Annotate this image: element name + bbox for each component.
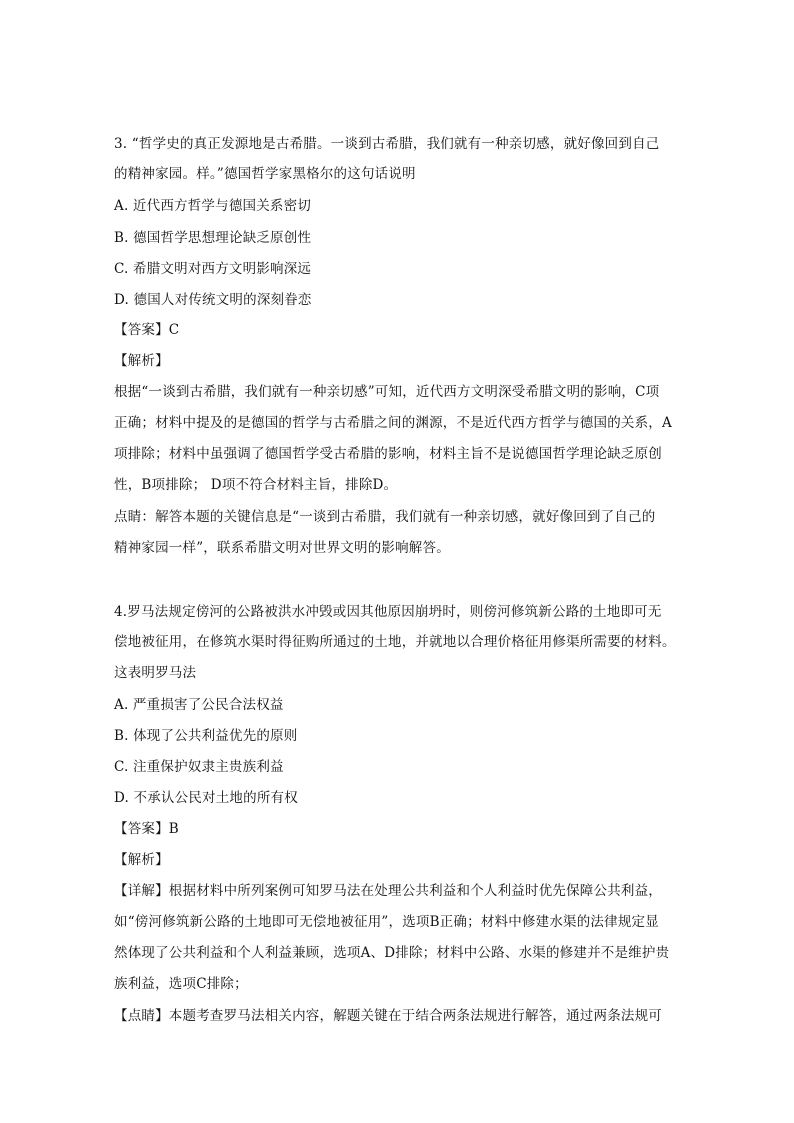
q4-stem-line-1: 4.罗马法规定傍河的公路被洪水冲毁或因其他原因崩坍时，则傍河修筑新公路的土地即可无	[114, 604, 662, 620]
q4-detail-line-1: 【详解】根据材料中所列案例可知罗马法在处理公共利益和个人利益时优先保障公共利益，	[114, 883, 662, 899]
q3-option-b: B. 德国哲学思想理论缺乏原创性	[114, 230, 312, 246]
q4-option-a: A. 严重损害了公民合法权益	[114, 697, 284, 713]
q3-comment-line-1: 点睛：解答本题的关键信息是“一谈到古希腊，我们就有一种亲切感，就好像回到了自己的	[114, 509, 656, 525]
q4-comment-line-1: 【点睛】本题考查罗马法相关内容，解题关键在于结合两条法规进行解答，通过两条法规可	[114, 1008, 662, 1024]
q4-analysis-heading: 【解析】	[114, 852, 169, 868]
q4-detail-line-3: 然体现了公共利益和个人利益兼顾，选项A、D排除；材料中公路、水渠的修建并不是维护贵	[114, 945, 670, 961]
q4-option-b: B. 体现了公共利益优先的原则	[114, 728, 298, 744]
q3-comment-line-2: 精神家园一样”，联系希腊文明对世界文明的影响解答。	[114, 540, 450, 556]
q4-stem-line-3: 这表明罗马法	[114, 665, 197, 681]
q3-stem-line-1: 3. “哲学史的真正发源地是古希腊。一谈到古希腊，我们就有一种亲切感，就好像回到自己	[114, 136, 660, 152]
q3-analysis-line-2: 正确；材料中提及的是德国的哲学与古希腊之间的渊源，不是近代西方哲学与德国的关系，A	[114, 415, 672, 431]
q4-stem-line-2: 偿地被征用，在修筑水渠时得征购所通过的土地，并就地以合理价格征用修渠所需要的材料。	[114, 634, 676, 650]
q3-answer: 【答案】C	[114, 322, 180, 338]
q4-option-d: D. 不承认公民对土地的所有权	[114, 790, 298, 806]
q3-stem-line-2: 的精神家园。样。”德国哲学家黑格尔的这句话说明	[114, 166, 416, 182]
q3-analysis-line-4: 性，B项排除； D项不符合材料主旨，排除D。	[114, 477, 398, 493]
q3-analysis-line-3: 项排除；材料中虽强调了德国哲学受古希腊的影响，材料主旨不是说德国哲学理论缺乏原创	[114, 446, 662, 462]
q4-option-c: C. 注重保护奴隶主贵族利益	[114, 759, 284, 775]
q4-answer: 【答案】B	[114, 821, 179, 837]
q3-analysis-heading: 【解析】	[114, 353, 169, 369]
q3-option-d: D. 德国人对传统文明的深刻眷恋	[114, 292, 312, 308]
q4-detail-line-2: 如“傍河修筑新公路的土地即可无偿地被征用”，选项B正确；材料中修建水渠的法律规定显	[114, 914, 659, 930]
q3-analysis-line-1: 根据“一谈到古希腊，我们就有一种亲切感”可知，近代西方文明深受希腊文明的影响，C项	[114, 384, 660, 400]
q4-detail-line-4: 族利益，选项C排除；	[114, 976, 248, 992]
q3-option-c: C. 希腊文明对西方文明影响深远	[114, 261, 312, 277]
q3-option-a: A. 近代西方哲学与德国关系密切	[114, 198, 312, 214]
